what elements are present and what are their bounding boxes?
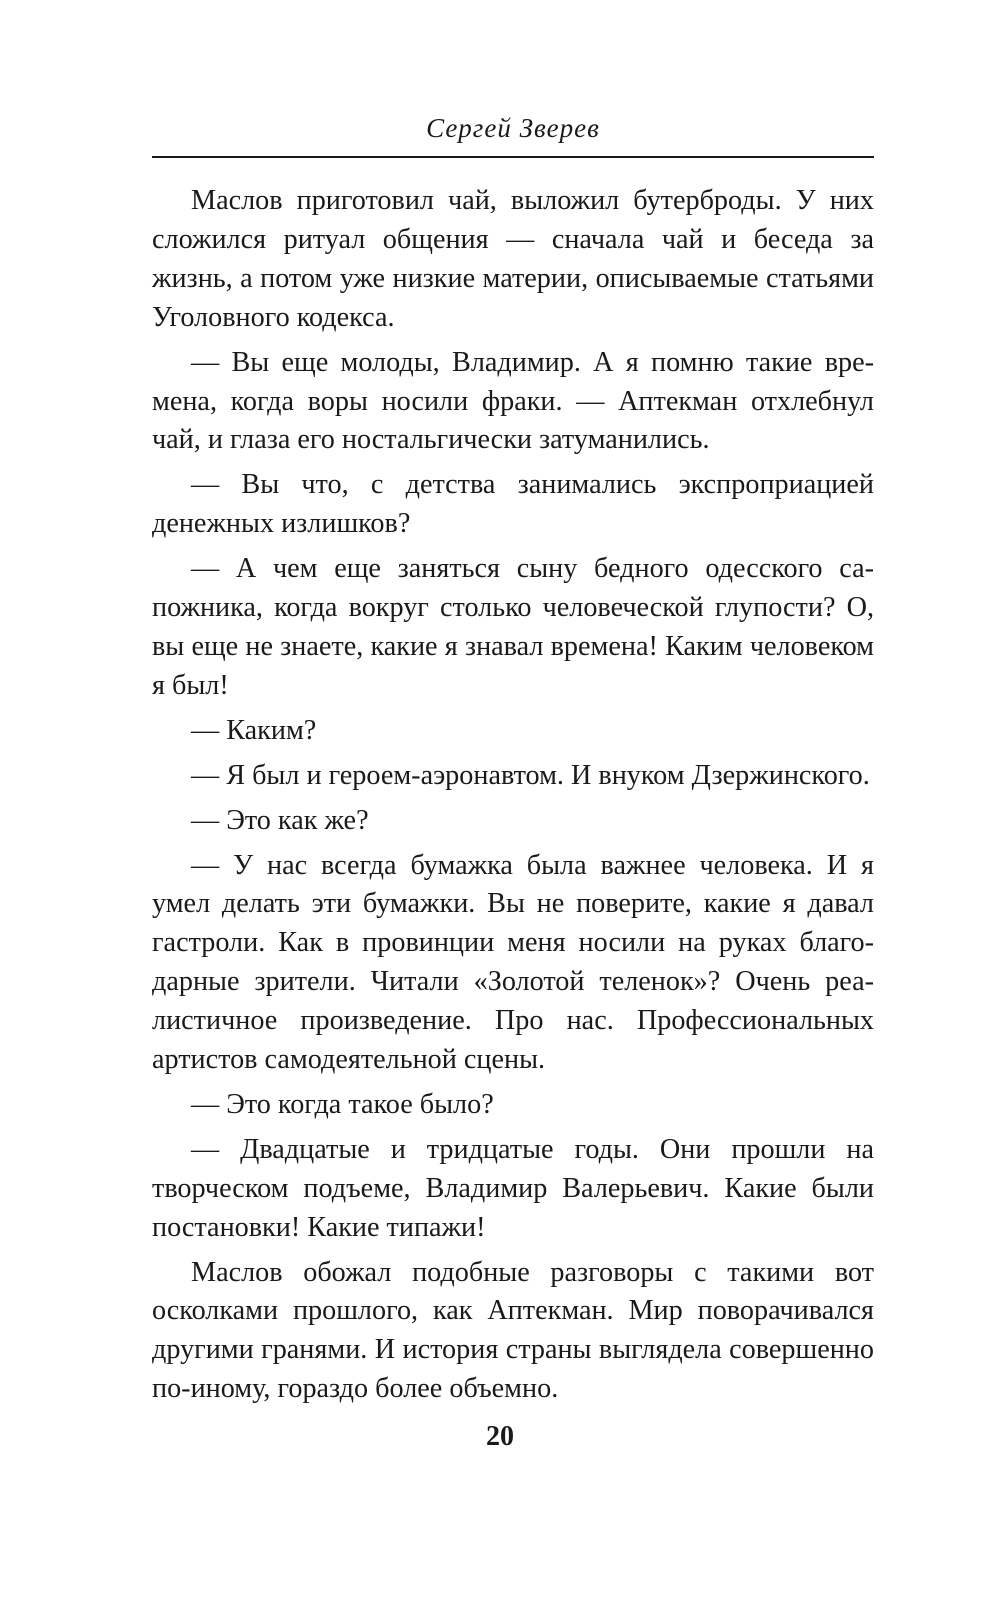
paragraph: — Вы что, с детства занимались экспроприацией денежных излишков? — [152, 469, 874, 540]
paragraph: Маслов обожал подобные разговоры с такими вот осколками прошлого, как Аптекман. Мир поворачивался другими гранями. И история страны выглядела совершенно по-иному, гораздо более объемно. — [152, 1256, 874, 1405]
page-number: 20 — [486, 1421, 514, 1452]
paragraph: — Двадцатые и тридцатые годы. Они прошли на творческом подъеме, Владимир Валерьевич. Какие были постановки! Какие типажи! — [152, 1133, 874, 1243]
header-rule — [152, 156, 874, 158]
paragraph: — Это как же? — [191, 804, 369, 836]
running-head-author: Сергей Зверев — [426, 113, 600, 143]
paragraph: — У нас всегда бумажка была важнее человека. И я умел делать эти бумажки. Вы не поверите, какие я давал гастроли. Как в провинции меня носили на руках благодарные зрители. Читали «Золотой теленок»? Очень реалистичное произведение. Про нас. Профессиональных артистов самодеятельной сцены. — [152, 849, 874, 1076]
paragraph: — Я был и героем-аэронавтом. И внуком Дзержинского. — [191, 759, 870, 791]
paragraph: — Вы еще молоды, Владимир. А я помню такие времена, когда воры носили фраки. — Аптекман отхлебнул чай, и глаза его ностальгически затуманились. — [152, 346, 874, 456]
book-page — [152, 100, 874, 1500]
paragraph: — Каким? — [191, 714, 317, 746]
paragraph: — Это когда такое было? — [191, 1088, 494, 1120]
paragraph: Маслов приготовил чай, выложил бутерброды. У них сложился ритуал общения — сначала чай и беседа за жизнь, а потом уже низкие материи, описываемые статьями Уголовного кодекса. — [152, 185, 874, 333]
paragraph: — А чем еще заняться сыну бедного одесского сапожника, когда вокруг столько человеческой глупости? О, вы еще не знаете, какие я знавал времена! Каким человеком я был! — [152, 553, 874, 701]
body-text — [152, 182, 874, 1409]
